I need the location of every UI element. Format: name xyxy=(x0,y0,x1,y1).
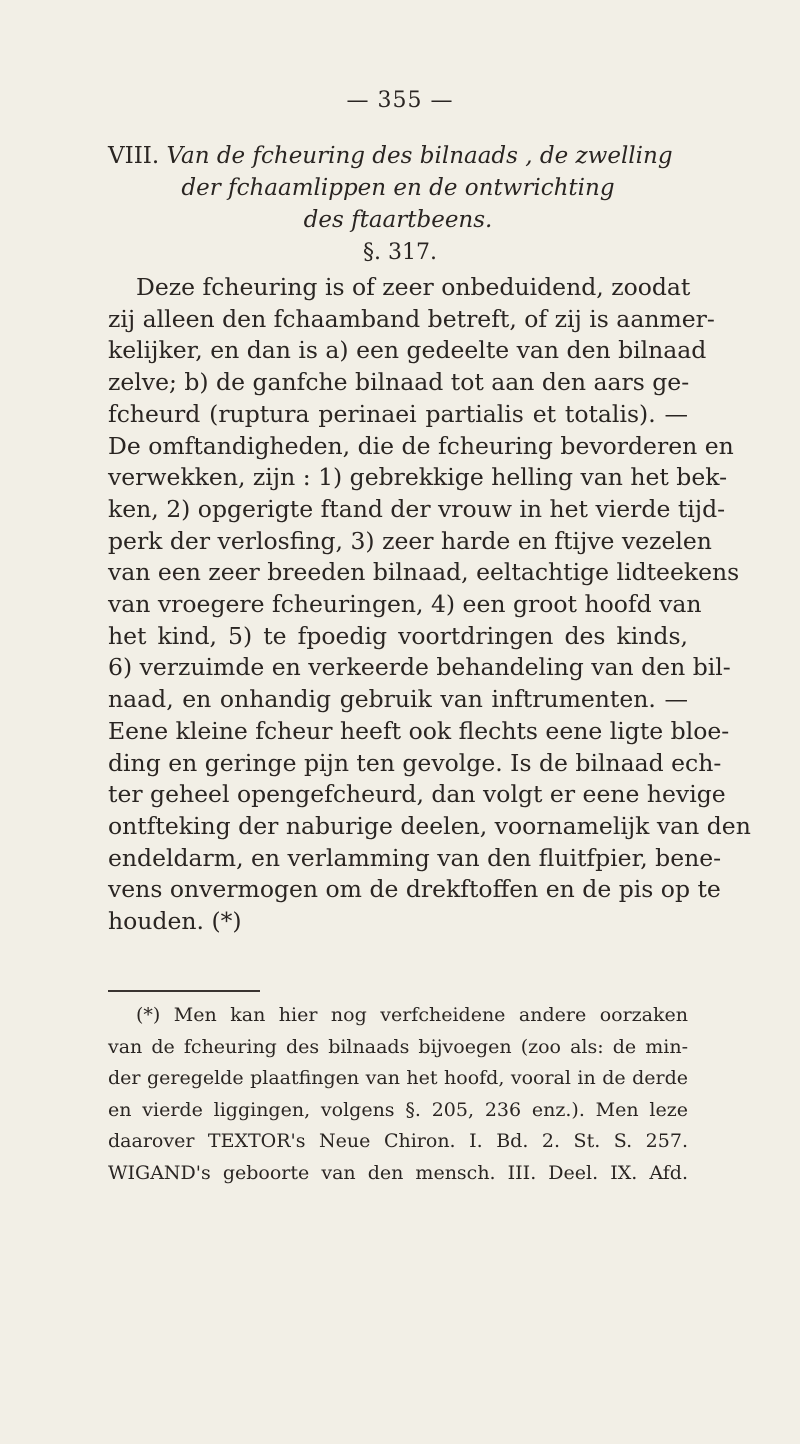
footnote-line: daarover TEXTOR's Neue Chiron. I. Bd. 2. St. S. 257. xyxy=(108,1130,688,1153)
body-line: het kind, 5) te fpoedig voortdringen des kinds, xyxy=(108,621,688,650)
footnote-line: WIGAND's geboorte van den mensch. III. Deel. IX. Afd. xyxy=(108,1161,688,1184)
chapter-heading xyxy=(108,140,688,236)
body-line: 6) verzuimde en verkeerde behandeling van den bil- xyxy=(108,653,731,682)
heading-line-1: Van de fcheuring des bilnaads , de zwelling xyxy=(166,143,673,169)
body-line: zij alleen den fchaamband betreft, of zij is aanmer- xyxy=(108,304,715,333)
footnote-line: (*) Men kan hier nog verfcheidene andere oorzaken xyxy=(136,1004,688,1026)
body-line: ter geheel opengefcheurd, dan volgt er eene hevige xyxy=(108,780,726,809)
body-line: houden. (*) xyxy=(108,907,242,936)
body-line: perk der verlosfing, 3) zeer harde en ftijve vezelen xyxy=(108,526,712,555)
body-line: Eene kleine fcheur heeft ook flechts eene ligte bloe- xyxy=(108,716,730,745)
body-line: naad, en onhandig gebruik van inftrumenten. — xyxy=(108,685,688,714)
body-line: van een zeer breeden bilnaad, eeltachtige lidteekens xyxy=(108,558,740,587)
footnote-line: van de fcheuring des bilnaads bijvoegen (zoo als: de min- xyxy=(108,1035,688,1058)
body-line: vens onvermogen om de drekftoffen en de pis op te xyxy=(108,875,721,904)
footnote-separator xyxy=(108,990,260,992)
body-line: ken, 2) opgerigte ftand der vrouw in het vierde tijd- xyxy=(108,494,726,523)
page-number: — 355 — xyxy=(346,88,454,113)
body-paragraph xyxy=(108,272,751,938)
heading-line-2: der fchaamlippen en de ontwrichting xyxy=(181,175,615,201)
body-line: verwekken, zijn : 1) gebrekkige helling van het bek- xyxy=(108,463,728,492)
body-line: ding en geringe pijn ten gevolge. Is de bilnaad ech- xyxy=(108,748,722,777)
body-line: De omftandigheden, die de fcheuring bevorderen en xyxy=(108,431,734,460)
body-line: ontfteking der naburige deelen, voornamelijk van den xyxy=(108,811,751,840)
footnote-line: der geregelde plaatfingen van het hoofd, vooral in de derde xyxy=(108,1067,688,1090)
body-line: fcheurd (ruptura perinaei partialis et totalis). — xyxy=(108,399,688,428)
body-line: endeldarm, en verlamming van den fluitfpier, bene- xyxy=(108,843,722,872)
chapter-number: VIII. xyxy=(108,143,160,169)
footnote-line: en vierde liggingen, volgens §. 205, 236 enz.). Men leze xyxy=(108,1098,688,1121)
body-line: van vroegere fcheuringen, 4) een groot hoofd van xyxy=(108,590,702,619)
footnote xyxy=(108,1000,688,1190)
body-line: kelijker, en dan is a) een gedeelte van den bilnaad xyxy=(108,336,707,365)
body-line: Deze fcheuring is of zeer onbeduidend, zoodat xyxy=(136,273,691,301)
body-line: zelve; b) de ganfche bilnaad tot aan den aars ge- xyxy=(108,368,690,397)
heading-line-3: des ftaartbeens. xyxy=(303,207,493,233)
section-number: §. 317. xyxy=(363,240,437,265)
